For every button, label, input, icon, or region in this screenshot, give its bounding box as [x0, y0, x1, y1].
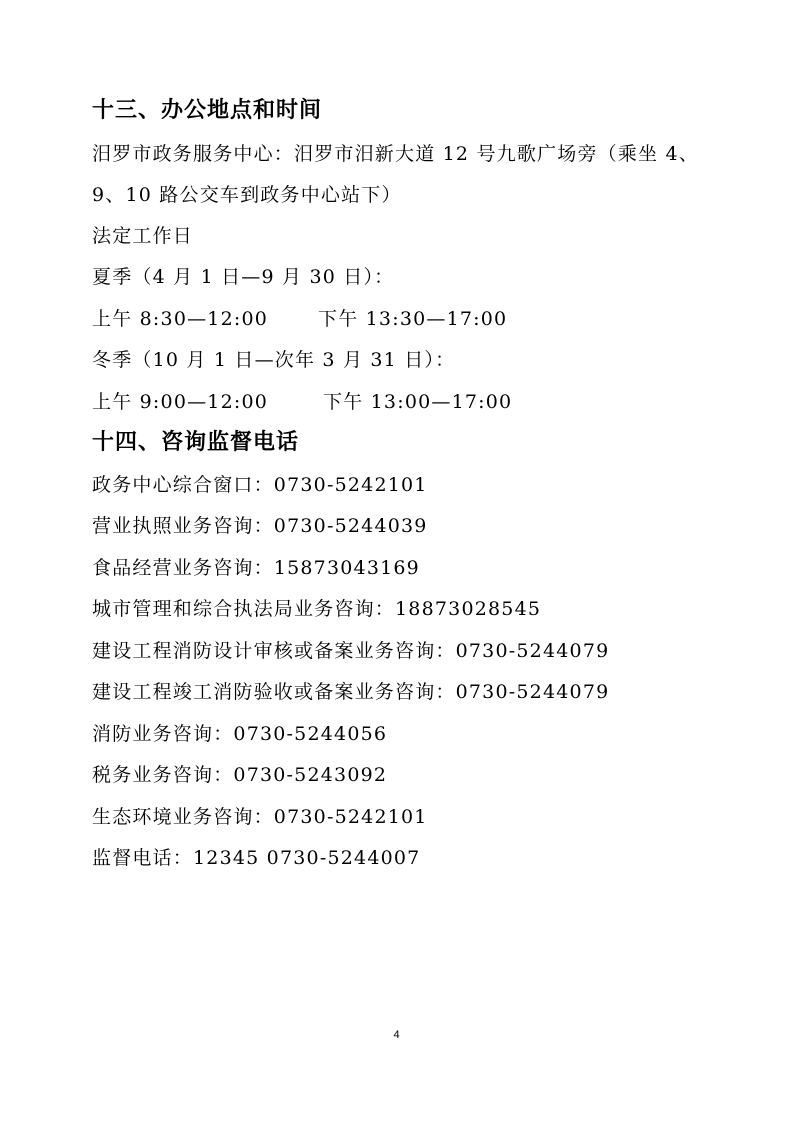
phone-line-business-license: 营业执照业务咨询：0730-5244039	[92, 515, 428, 537]
page-number: 4	[393, 1029, 400, 1041]
section-14-title: 十四、咨询监督电话	[92, 430, 300, 455]
winter-pm-hours: 下午 13:00—17:00	[323, 391, 513, 413]
address-line-1: 汨罗市政务服务中心：汨罗市汨新大道 12 号九歌广场旁（乘坐 4、	[92, 143, 699, 165]
phone-line-fire-service: 消防业务咨询：0730-5244056	[92, 723, 388, 745]
summer-am-hours: 上午 8:30—12:00	[92, 308, 269, 330]
phone-line-supervision: 监督电话：12345 0730-5244007	[92, 847, 421, 869]
phone-line-food-business: 食品经营业务咨询：15873043169	[92, 557, 420, 579]
phone-line-fire-acceptance: 建设工程竣工消防验收或备案业务咨询：0730-5244079	[92, 681, 610, 703]
phone-line-fire-design-review: 建设工程消防设计审核或备案业务咨询：0730-5244079	[92, 640, 610, 662]
phone-line-urban-management: 城市管理和综合执法局业务咨询：18873028545	[92, 598, 542, 620]
summer-hours-row	[92, 306, 268, 332]
winter-label: 冬季（10 月 1 日—次年 3 月 31 日）：	[92, 349, 456, 371]
phone-line-tax-service: 税务业务咨询：0730-5243092	[92, 764, 388, 786]
winter-hours-row	[92, 389, 268, 415]
phone-line-general-window: 政务中心综合窗口：0730-5242101	[92, 474, 428, 496]
summer-pm-hours: 下午 13:30—17:00	[318, 308, 508, 330]
section-13-title: 十三、办公地点和时间	[92, 98, 323, 123]
summer-label: 夏季（4 月 1 日—9 月 30 日）：	[92, 266, 395, 288]
address-line-2: 9、10 路公交车到政务中心站下）	[92, 184, 402, 206]
workday-label: 法定工作日	[92, 225, 194, 247]
phone-line-environment: 生态环境业务咨询：0730-5242101	[92, 806, 428, 828]
winter-am-hours: 上午 9:00—12:00	[92, 391, 269, 413]
